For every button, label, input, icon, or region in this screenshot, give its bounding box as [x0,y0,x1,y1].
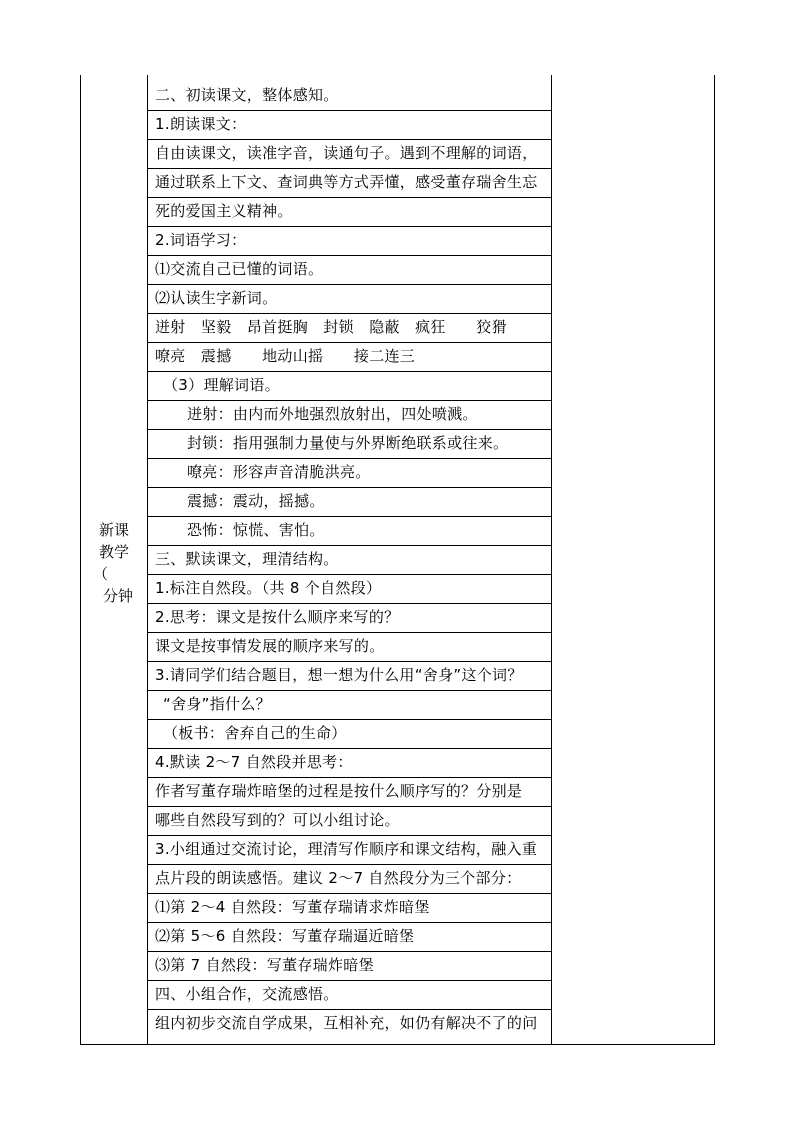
row-divider [148,719,551,720]
content-line: 3.请同学们结合题目，想一想为什么用“舍身”这个词？ [155,666,523,684]
row-divider [148,893,551,894]
content-line: 封锁：指用强制力量使与外界断绝联系或往来。 [187,434,509,452]
content-line: 4.默读 2～7 自然段并思考： [155,753,353,771]
content-line: 三、默读课文，理清结构。 [155,550,339,568]
row-divider [148,168,551,169]
row-divider [148,632,551,633]
content-line: 课文是按事情发展的顺序来写的。 [155,637,385,655]
row-divider [148,748,551,749]
section-label-line: 分钟 [103,587,134,605]
row-divider [148,835,551,836]
row-divider [148,516,551,517]
column-divider [147,75,148,1044]
content-line: 嘹亮：形容声音清脆洪亮。 [187,463,371,481]
row-divider [148,284,551,285]
row-divider [148,603,551,604]
content-line: 1.标注自然段。（共 8 个自然段） [155,579,382,597]
content-line: （板书：舍弃自己的生命） [163,724,347,742]
row-divider [148,806,551,807]
content-line: 点片段的朗读感悟。建议 2～7 自然段分为三个部分： [155,869,522,887]
section-label-line: （ [93,565,109,583]
row-divider [148,922,551,923]
row-divider [148,110,551,111]
row-divider [148,661,551,662]
content-line: 死的爱国主义精神。 [155,202,293,220]
row-divider [148,690,551,691]
row-divider [148,574,551,575]
row-divider [148,458,551,459]
content-line: 迸射 坚毅 昂首挺胸 封锁 隐蔽 疯狂 狡猾 [155,318,507,336]
row-divider [148,1009,551,1010]
row-divider [148,951,551,952]
row-divider [148,980,551,981]
lesson-plan-table [80,75,715,1045]
section-label-line: 教学 [99,543,130,561]
section-label [93,519,135,607]
row-divider [148,777,551,778]
content-line: ⑴第 2～4 自然段：写董存瑞请求炸暗堡 [155,898,430,916]
row-divider [148,487,551,488]
section-label-line: 新课 [99,521,130,539]
row-divider [148,197,551,198]
content-line: ⑶第 7 自然段：写董存瑞炸暗堡 [155,956,374,974]
content-line: 震撼：震动，摇撼。 [187,492,325,510]
content-line: 迸射：由内而外地强烈放射出，四处喷溅。 [187,405,478,423]
notes-cell [552,75,714,1044]
content-line: 组内初步交流自学成果，互相补充，如仍有解决不了的问 [155,1014,538,1032]
content-line: 自由读课文，读准字音，读通句子。遇到不理解的词语， [155,144,538,162]
row-divider [148,371,551,372]
content-line: 2.词语学习： [155,231,247,249]
content-line: 2.思考：课文是按什么顺序来写的？ [155,608,400,626]
row-divider [148,400,551,401]
row-divider [148,255,551,256]
content-line: 哪些自然段写到的？可以小组讨论。 [155,811,400,829]
row-divider [148,342,551,343]
row-divider [148,864,551,865]
content-line: 四、小组合作，交流感悟。 [155,985,339,1003]
content-line: ⑵第 5～6 自然段：写董存瑞逼近暗堡 [155,927,415,945]
row-divider [148,313,551,314]
content-line: 通过联系上下文、查词典等方式弄懂，感受董存瑞舍生忘 [155,173,538,191]
content-line: 1.朗读课文： [155,115,247,133]
row-divider [148,226,551,227]
content-line: ⑴交流自己已懂的词语。 [155,260,324,278]
content-line: 嘹亮 震撼 地动山摇 接二连三 [155,347,416,365]
content-line: 恐怖：惊慌、害怕。 [187,521,325,539]
content-line: “舍身”指什么？ [163,695,271,713]
content-line: 3.小组通过交流讨论，理清写作顺序和课文结构，融入重 [155,840,538,858]
row-divider [148,139,551,140]
content-line: （3）理解词语。 [163,376,280,394]
section-cell [81,75,147,1044]
content-line: 作者写董存瑞炸暗堡的过程是按什么顺序写的？分别是 [155,782,523,800]
content-line: ⑵认读生字新词。 [155,289,278,307]
content-line: 二、初读课文，整体感知。 [155,86,339,104]
row-divider [148,429,551,430]
row-divider [148,545,551,546]
